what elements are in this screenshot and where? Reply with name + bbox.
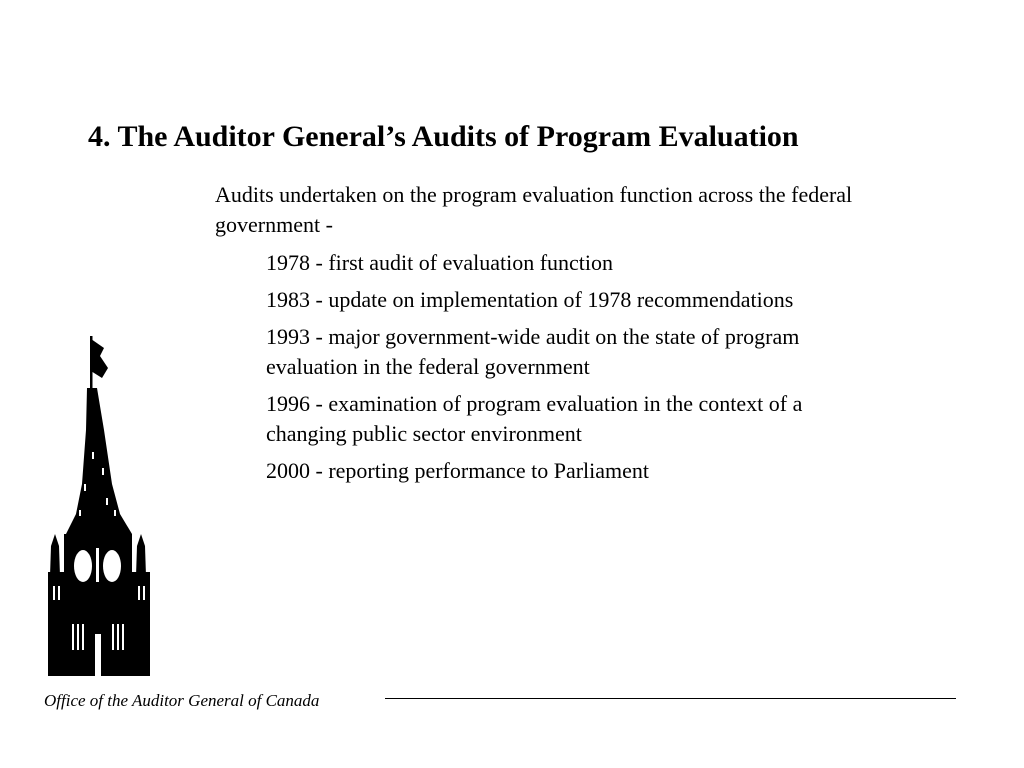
list-item: 2000 - reporting performance to Parliament bbox=[266, 458, 650, 483]
list-item: 1983 - update on implementation of 1978 recommendations bbox=[266, 287, 794, 312]
footer-organization: Office of the Auditor General of Canada bbox=[44, 691, 320, 710]
audit-list bbox=[266, 248, 866, 493]
intro-text: Audits undertaken on the program evaluation function across the federal government - bbox=[215, 182, 853, 237]
list-item: 1996 - examination of program evaluation in the context of a changing public sector environment bbox=[266, 391, 803, 446]
peace-tower-silhouette-icon bbox=[46, 334, 152, 676]
slide-title: 4. The Auditor General’s Audits of Program Evaluation bbox=[88, 120, 799, 153]
list-item: 1978 - first audit of evaluation function bbox=[266, 250, 614, 275]
list-item: 1993 - major government-wide audit on the state of program evaluation in the federal government bbox=[266, 324, 800, 379]
footer-divider bbox=[385, 698, 956, 699]
